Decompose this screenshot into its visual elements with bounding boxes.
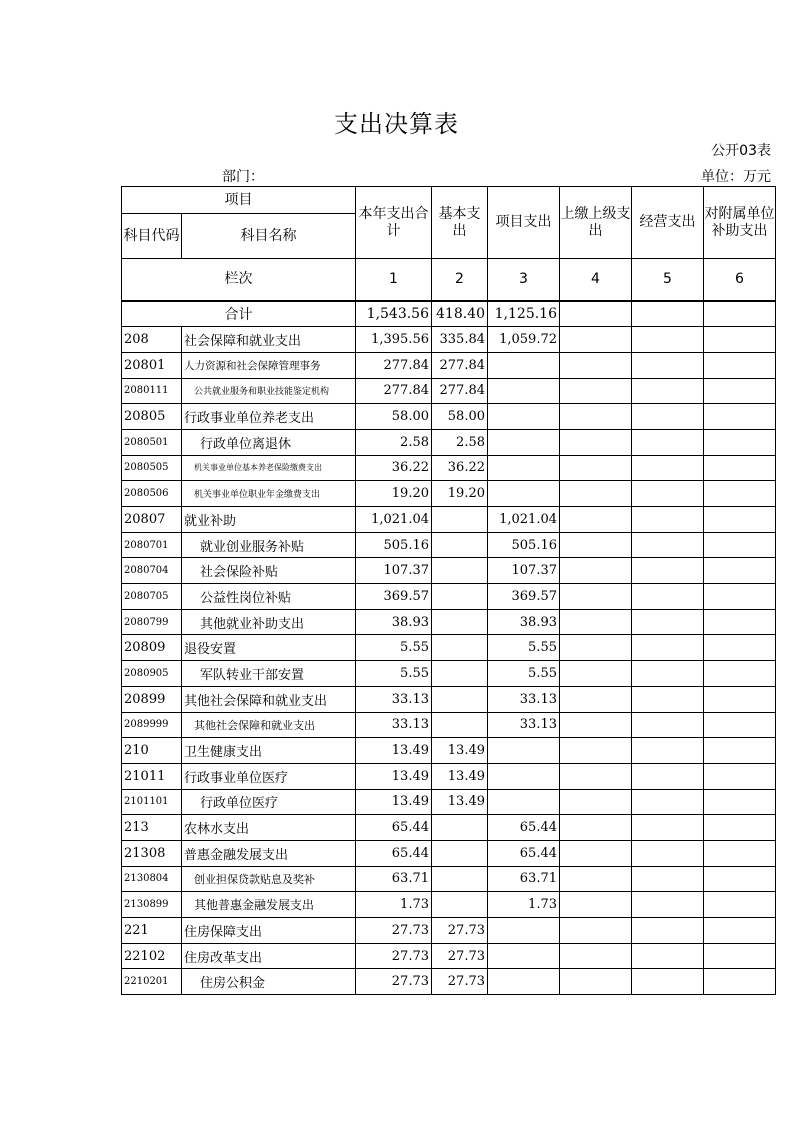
row-name: 其他社会保障和就业支出	[182, 712, 356, 738]
table-row	[122, 455, 776, 481]
row-basic: 27.73	[432, 969, 488, 995]
row-business	[632, 712, 704, 738]
table-row	[122, 763, 776, 789]
total-label: 合计	[122, 301, 356, 327]
row-total: 33.13	[356, 686, 432, 712]
row-business	[632, 507, 704, 533]
total-row	[122, 301, 776, 327]
row-code: 2089999	[122, 712, 182, 738]
row-subsidy	[704, 866, 776, 892]
row-project: 1,059.72	[488, 327, 560, 353]
row-total: 27.73	[356, 969, 432, 995]
row-basic	[432, 686, 488, 712]
row-upper	[560, 327, 632, 353]
row-code: 210	[122, 738, 182, 764]
row-name: 住房公积金	[182, 969, 356, 995]
row-upper	[560, 763, 632, 789]
table-row	[122, 327, 776, 353]
row-subsidy	[704, 481, 776, 507]
row-name: 住房改革支出	[182, 943, 356, 969]
row-code: 2210201	[122, 969, 182, 995]
row-upper	[560, 686, 632, 712]
table-row	[122, 840, 776, 866]
row-basic	[432, 661, 488, 687]
row-name: 住房保障支出	[182, 918, 356, 944]
table-row	[122, 584, 776, 610]
row-subsidy	[704, 429, 776, 455]
row-subsidy	[704, 352, 776, 378]
row-total: 2.58	[356, 429, 432, 455]
row-basic	[432, 712, 488, 738]
row-subsidy	[704, 892, 776, 918]
header-col-upper: 上缴上级支出	[560, 187, 632, 259]
row-business	[632, 429, 704, 455]
row-upper	[560, 481, 632, 507]
row-subsidy	[704, 738, 776, 764]
row-basic: 277.84	[432, 352, 488, 378]
row-basic: 27.73	[432, 918, 488, 944]
row-project	[488, 404, 560, 430]
row-basic: 36.22	[432, 455, 488, 481]
table-row	[122, 635, 776, 661]
row-business	[632, 661, 704, 687]
row-total: 5.55	[356, 635, 432, 661]
row-name: 创业担保贷款贴息及奖补	[182, 866, 356, 892]
row-basic: 13.49	[432, 738, 488, 764]
row-name: 机关事业单位基本养老保险缴费支出	[182, 455, 356, 481]
row-name: 普惠金融发展支出	[182, 840, 356, 866]
row-upper	[560, 892, 632, 918]
row-code: 21308	[122, 840, 182, 866]
table-row	[122, 738, 776, 764]
header-col-subsidy: 对附属单位补助支出	[704, 187, 776, 259]
row-basic	[432, 892, 488, 918]
header-name: 科目名称	[182, 214, 356, 259]
table-row	[122, 481, 776, 507]
row-subsidy	[704, 584, 776, 610]
unit-label: 单位：万元	[701, 169, 771, 185]
table-row	[122, 404, 776, 430]
row-name: 机关事业单位职业年金缴费支出	[182, 481, 356, 507]
row-total: 1,395.56	[356, 327, 432, 353]
row-business	[632, 609, 704, 635]
row-name: 农林水支出	[182, 815, 356, 841]
expenditure-table	[121, 186, 776, 995]
row-code: 213	[122, 815, 182, 841]
row-project: 1,021.04	[488, 507, 560, 533]
row-project	[488, 789, 560, 815]
row-business	[632, 789, 704, 815]
row-code: 21011	[122, 763, 182, 789]
row-total: 107.37	[356, 558, 432, 584]
row-code: 20801	[122, 352, 182, 378]
row-project: 65.44	[488, 840, 560, 866]
header-item: 项目	[122, 187, 356, 214]
row-upper	[560, 404, 632, 430]
row-total: 505.16	[356, 532, 432, 558]
row-subsidy	[704, 840, 776, 866]
row-project: 65.44	[488, 815, 560, 841]
row-business	[632, 892, 704, 918]
row-upper	[560, 635, 632, 661]
row-upper	[560, 969, 632, 995]
row-code: 20805	[122, 404, 182, 430]
row-project	[488, 429, 560, 455]
row-business	[632, 943, 704, 969]
row-upper	[560, 352, 632, 378]
row-business	[632, 378, 704, 404]
row-name: 其他社会保障和就业支出	[182, 686, 356, 712]
header-n4: 4	[560, 259, 632, 301]
row-name: 退役安置	[182, 635, 356, 661]
row-code: 2080111	[122, 378, 182, 404]
total-basic: 418.40	[432, 301, 488, 327]
row-total: 65.44	[356, 840, 432, 866]
row-subsidy	[704, 635, 776, 661]
table-row	[122, 918, 776, 944]
row-name: 行政事业单位养老支出	[182, 404, 356, 430]
table-row	[122, 943, 776, 969]
table-row	[122, 892, 776, 918]
row-name: 其他普惠金融发展支出	[182, 892, 356, 918]
row-code: 2080705	[122, 584, 182, 610]
row-code: 20899	[122, 686, 182, 712]
row-upper	[560, 378, 632, 404]
total-total: 1,543.56	[356, 301, 432, 327]
table-row	[122, 558, 776, 584]
row-code: 2080701	[122, 532, 182, 558]
row-project	[488, 918, 560, 944]
row-basic: 27.73	[432, 943, 488, 969]
row-basic: 13.49	[432, 789, 488, 815]
row-subsidy	[704, 558, 776, 584]
row-code: 2080506	[122, 481, 182, 507]
row-business	[632, 352, 704, 378]
row-business	[632, 969, 704, 995]
row-subsidy	[704, 609, 776, 635]
row-basic	[432, 840, 488, 866]
header-n2: 2	[432, 259, 488, 301]
header-col-project: 项目支出	[488, 187, 560, 259]
table-row	[122, 609, 776, 635]
row-code: 2080704	[122, 558, 182, 584]
row-subsidy	[704, 969, 776, 995]
row-basic: 58.00	[432, 404, 488, 430]
row-project: 505.16	[488, 532, 560, 558]
row-subsidy	[704, 327, 776, 353]
row-total: 13.49	[356, 789, 432, 815]
row-business	[632, 918, 704, 944]
row-name: 行政单位医疗	[182, 789, 356, 815]
header-n3: 3	[488, 259, 560, 301]
row-name: 行政事业单位医疗	[182, 763, 356, 789]
row-project	[488, 378, 560, 404]
row-basic	[432, 507, 488, 533]
row-upper	[560, 584, 632, 610]
row-business	[632, 738, 704, 764]
row-subsidy	[704, 507, 776, 533]
row-name: 行政单位离退休	[182, 429, 356, 455]
row-total: 277.84	[356, 378, 432, 404]
row-business	[632, 815, 704, 841]
form-number: 公开03表	[711, 143, 771, 159]
row-project: 33.13	[488, 712, 560, 738]
header-col-basic: 基本支出	[432, 187, 488, 259]
row-name: 军队转业干部安置	[182, 661, 356, 687]
row-project	[488, 481, 560, 507]
row-code: 2080505	[122, 455, 182, 481]
row-basic: 2.58	[432, 429, 488, 455]
row-name: 就业创业服务补贴	[182, 532, 356, 558]
row-upper	[560, 712, 632, 738]
row-upper	[560, 661, 632, 687]
row-total: 33.13	[356, 712, 432, 738]
row-name: 其他就业补助支出	[182, 609, 356, 635]
row-total: 36.22	[356, 455, 432, 481]
row-subsidy	[704, 686, 776, 712]
row-total: 13.49	[356, 763, 432, 789]
row-code: 20809	[122, 635, 182, 661]
row-total: 5.55	[356, 661, 432, 687]
row-upper	[560, 789, 632, 815]
row-name: 社会保险补贴	[182, 558, 356, 584]
table-row	[122, 686, 776, 712]
row-code: 2080905	[122, 661, 182, 687]
row-upper	[560, 840, 632, 866]
row-upper	[560, 738, 632, 764]
row-business	[632, 866, 704, 892]
row-subsidy	[704, 661, 776, 687]
row-business	[632, 532, 704, 558]
table-row	[122, 507, 776, 533]
row-project: 1.73	[488, 892, 560, 918]
row-name: 就业补助	[182, 507, 356, 533]
table-row	[122, 352, 776, 378]
row-basic: 13.49	[432, 763, 488, 789]
row-project	[488, 352, 560, 378]
row-total: 369.57	[356, 584, 432, 610]
row-total: 63.71	[356, 866, 432, 892]
row-project: 369.57	[488, 584, 560, 610]
row-basic	[432, 558, 488, 584]
table-row	[122, 969, 776, 995]
row-upper	[560, 943, 632, 969]
row-project: 5.55	[488, 635, 560, 661]
row-upper	[560, 455, 632, 481]
table-row	[122, 815, 776, 841]
row-subsidy	[704, 455, 776, 481]
row-basic: 277.84	[432, 378, 488, 404]
row-upper	[560, 866, 632, 892]
row-subsidy	[704, 532, 776, 558]
row-subsidy	[704, 815, 776, 841]
row-upper	[560, 609, 632, 635]
header-n6: 6	[704, 259, 776, 301]
row-upper	[560, 429, 632, 455]
table-row	[122, 712, 776, 738]
row-name: 社会保障和就业支出	[182, 327, 356, 353]
row-code: 22102	[122, 943, 182, 969]
row-basic	[432, 532, 488, 558]
row-subsidy	[704, 712, 776, 738]
row-subsidy	[704, 789, 776, 815]
row-name: 公共就业服务和职业技能鉴定机构	[182, 378, 356, 404]
row-project	[488, 943, 560, 969]
row-upper	[560, 815, 632, 841]
row-total: 65.44	[356, 815, 432, 841]
row-basic	[432, 584, 488, 610]
row-total: 277.84	[356, 352, 432, 378]
row-code: 20807	[122, 507, 182, 533]
row-code: 221	[122, 918, 182, 944]
row-total: 27.73	[356, 943, 432, 969]
row-subsidy	[704, 378, 776, 404]
header-lanci: 栏次	[122, 259, 356, 301]
row-total: 19.20	[356, 481, 432, 507]
header-n1: 1	[356, 259, 432, 301]
table-row	[122, 866, 776, 892]
row-total: 38.93	[356, 609, 432, 635]
row-name: 卫生健康支出	[182, 738, 356, 764]
row-basic	[432, 866, 488, 892]
row-code: 2101101	[122, 789, 182, 815]
row-business	[632, 404, 704, 430]
row-business	[632, 327, 704, 353]
row-project: 63.71	[488, 866, 560, 892]
row-project: 38.93	[488, 609, 560, 635]
total-project: 1,125.16	[488, 301, 560, 327]
row-code: 2130804	[122, 866, 182, 892]
row-project: 5.55	[488, 661, 560, 687]
row-basic	[432, 815, 488, 841]
row-basic	[432, 635, 488, 661]
row-upper	[560, 558, 632, 584]
table-row	[122, 429, 776, 455]
header-col-total: 本年支出合计	[356, 187, 432, 259]
department-label: 部门：	[222, 169, 264, 185]
row-project	[488, 763, 560, 789]
row-business	[632, 455, 704, 481]
row-project	[488, 969, 560, 995]
table-row	[122, 532, 776, 558]
row-project	[488, 738, 560, 764]
row-subsidy	[704, 763, 776, 789]
header-code: 科目代码	[122, 214, 182, 259]
row-business	[632, 840, 704, 866]
row-upper	[560, 532, 632, 558]
row-business	[632, 763, 704, 789]
row-project: 107.37	[488, 558, 560, 584]
header-col-business: 经营支出	[632, 187, 704, 259]
row-business	[632, 686, 704, 712]
row-total: 27.73	[356, 918, 432, 944]
row-code: 2080799	[122, 609, 182, 635]
row-business	[632, 481, 704, 507]
row-total: 58.00	[356, 404, 432, 430]
page-title: 支出决算表	[334, 110, 459, 138]
row-basic	[432, 609, 488, 635]
row-code: 208	[122, 327, 182, 353]
row-subsidy	[704, 918, 776, 944]
table-row	[122, 378, 776, 404]
row-code: 2080501	[122, 429, 182, 455]
row-basic: 335.84	[432, 327, 488, 353]
row-project	[488, 455, 560, 481]
row-business	[632, 584, 704, 610]
table-row	[122, 789, 776, 815]
row-code: 2130899	[122, 892, 182, 918]
row-upper	[560, 918, 632, 944]
header-n5: 5	[632, 259, 704, 301]
row-subsidy	[704, 943, 776, 969]
row-subsidy	[704, 404, 776, 430]
row-total: 13.49	[356, 738, 432, 764]
row-business	[632, 635, 704, 661]
row-total: 1,021.04	[356, 507, 432, 533]
row-basic: 19.20	[432, 481, 488, 507]
row-total: 1.73	[356, 892, 432, 918]
row-project: 33.13	[488, 686, 560, 712]
row-upper	[560, 507, 632, 533]
table-row	[122, 661, 776, 687]
row-business	[632, 558, 704, 584]
row-name: 公益性岗位补贴	[182, 584, 356, 610]
row-name: 人力资源和社会保障管理事务	[182, 352, 356, 378]
